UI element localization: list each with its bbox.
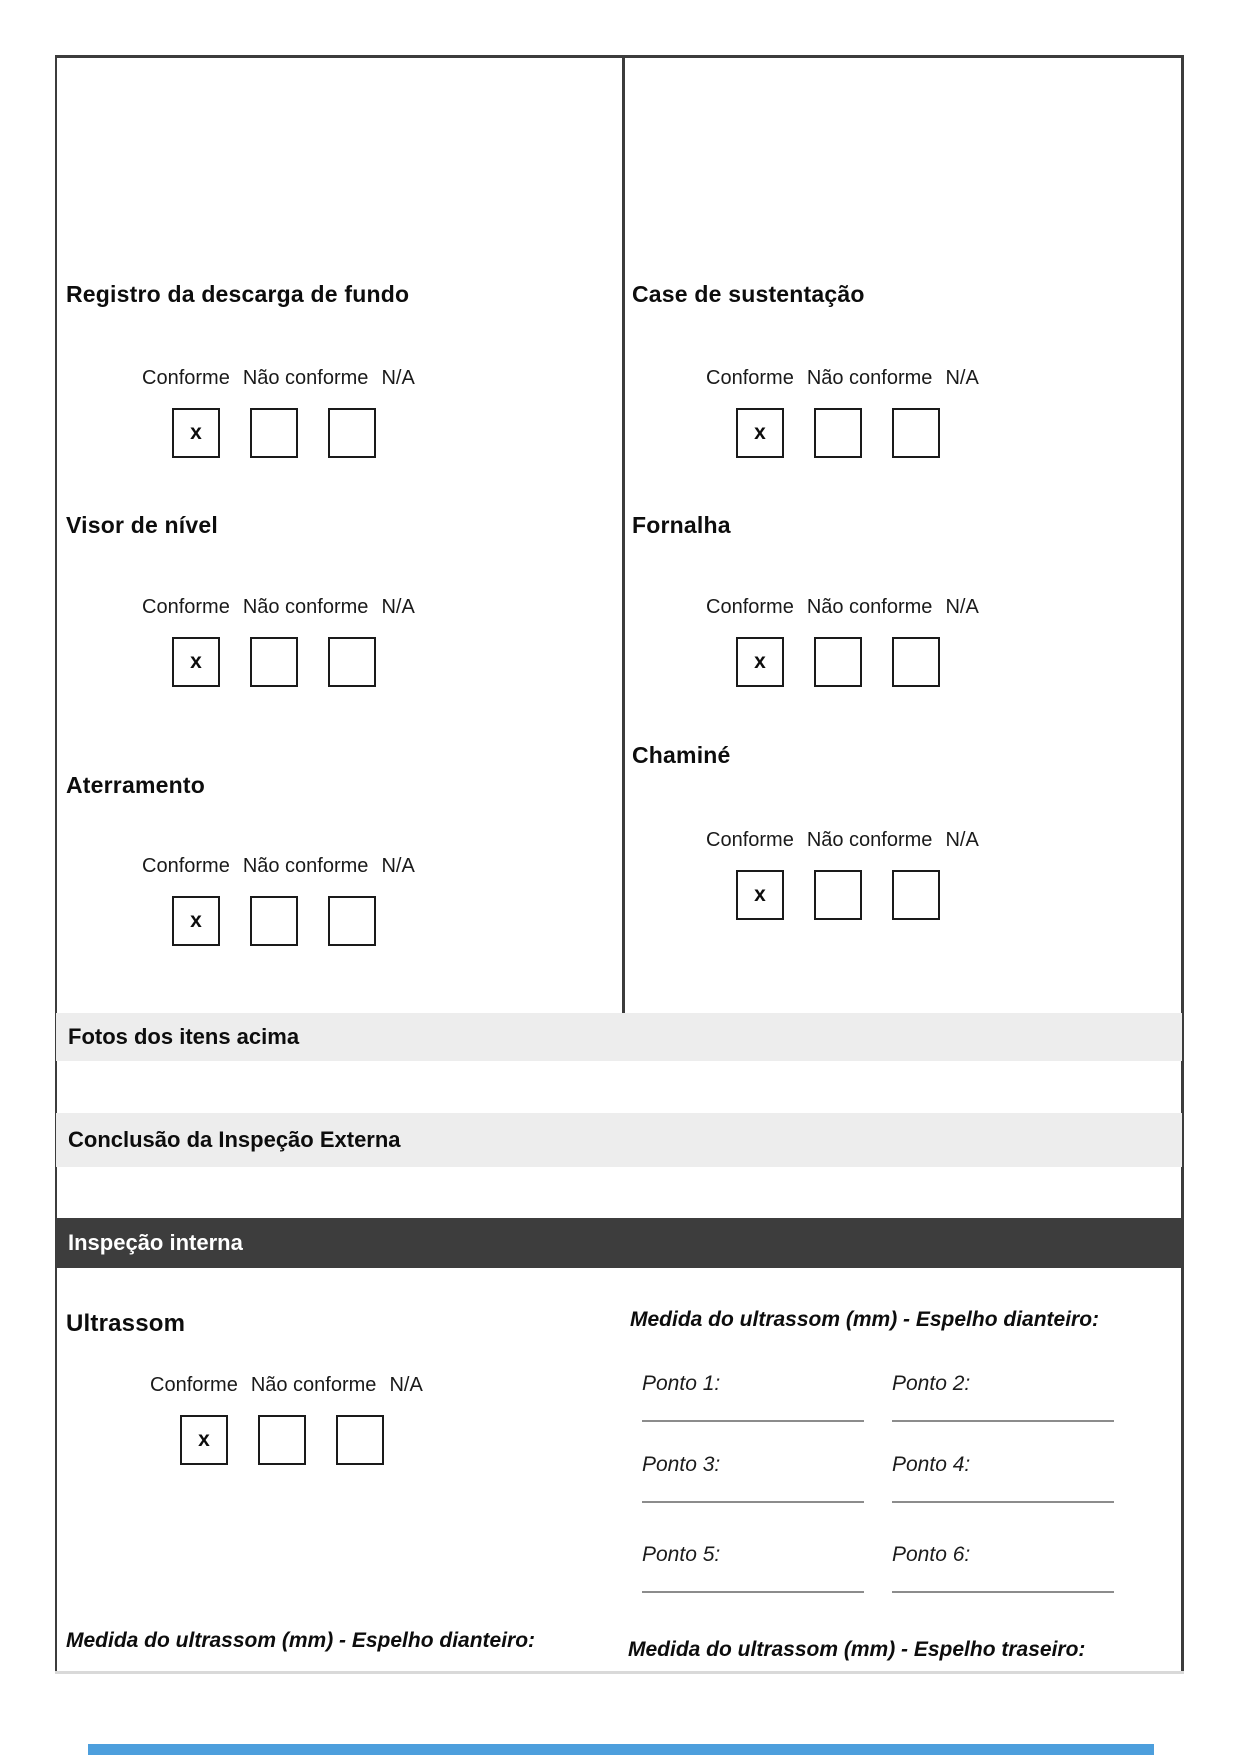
check-group-aterramento [142, 854, 415, 946]
check-group-registro-descarga-fundo [142, 366, 415, 458]
heading-medida-espelho-traseiro: Medida do ultrassom (mm) - Espelho traseiro: [628, 1638, 1086, 1661]
check-option-labels [706, 595, 979, 619]
field-ponto-1 [642, 1372, 864, 1422]
checkbox-conforme-checked[interactable] [736, 870, 784, 920]
check-mark: x [190, 909, 202, 932]
section-title-case-de-sustentacao: Case de sustentação [632, 281, 865, 307]
checkbox-na[interactable] [892, 870, 940, 920]
check-mark: x [754, 650, 766, 673]
check-mark: x [198, 1428, 210, 1451]
field-input-line[interactable] [642, 1420, 864, 1422]
section-title-visor-de-nivel: Visor de nível [66, 512, 218, 538]
checkbox-na[interactable] [328, 408, 376, 458]
bar-inspecao-interna [56, 1218, 1182, 1268]
option-label-na: N/A [945, 829, 979, 851]
option-label-nao-conforme: Não conforme [250, 1374, 377, 1396]
option-label-na: N/A [389, 1374, 423, 1396]
checkbox-nao-conforme[interactable] [814, 408, 862, 458]
check-group-visor-de-nivel [142, 595, 415, 687]
field-ponto-2 [892, 1372, 1114, 1422]
checkbox-na[interactable] [892, 408, 940, 458]
field-ponto-3 [642, 1453, 864, 1503]
checkbox-na[interactable] [328, 637, 376, 687]
option-label-nao-conforme: Não conforme [242, 596, 369, 618]
option-label-conforme: Conforme [142, 367, 230, 389]
checkbox-conforme-checked[interactable] [172, 637, 220, 687]
check-mark: x [190, 421, 202, 444]
field-input-line[interactable] [892, 1591, 1114, 1593]
field-label: Ponto 6: [892, 1543, 971, 1566]
option-label-na: N/A [381, 367, 415, 389]
bar-title: Fotos dos itens acima [68, 1024, 300, 1049]
checkbox-nao-conforme[interactable] [814, 870, 862, 920]
field-ponto-5 [642, 1543, 864, 1593]
section-title-registro-descarga-fundo: Registro da descarga de fundo [66, 281, 410, 307]
page-bottom-edge [55, 1671, 1184, 1674]
check-option-labels [142, 366, 415, 390]
section-title-chamine: Chaminé [632, 742, 731, 768]
section-title-aterramento: Aterramento [66, 772, 205, 798]
check-mark: x [754, 421, 766, 444]
checkbox-na[interactable] [336, 1415, 384, 1465]
page-border-left [55, 55, 57, 1673]
next-page-blue-strip [88, 1744, 1154, 1755]
check-mark: x [190, 650, 202, 673]
field-label: Ponto 2: [892, 1372, 971, 1395]
option-label-na: N/A [945, 596, 979, 618]
checkbox-na[interactable] [892, 637, 940, 687]
check-option-labels [142, 854, 415, 878]
heading-medida-espelho-dianteiro-right: Medida do ultrassom (mm) - Espelho dianteiro: [630, 1308, 1100, 1331]
field-label: Ponto 1: [642, 1372, 721, 1395]
heading-medida-espelho-dianteiro-left: Medida do ultrassom (mm) - Espelho dianteiro: [66, 1629, 536, 1652]
bar-conclusao-inspecao-externa [56, 1113, 1182, 1167]
field-input-line[interactable] [892, 1501, 1114, 1503]
checkbox-na[interactable] [328, 896, 376, 946]
checkbox-conforme-checked[interactable] [172, 408, 220, 458]
page-border-top [55, 55, 1183, 58]
bar-title: Conclusão da Inspeção Externa [68, 1127, 401, 1152]
option-label-conforme: Conforme [142, 596, 230, 618]
checkbox-nao-conforme[interactable] [258, 1415, 306, 1465]
option-label-nao-conforme: Não conforme [806, 829, 933, 851]
column-divider [622, 55, 625, 1013]
field-input-line[interactable] [892, 1420, 1114, 1422]
check-group-case-de-sustentacao [706, 366, 979, 458]
option-label-nao-conforme: Não conforme [242, 367, 369, 389]
checkbox-conforme-checked[interactable] [736, 408, 784, 458]
checkbox-nao-conforme[interactable] [250, 408, 298, 458]
field-input-line[interactable] [642, 1591, 864, 1593]
option-label-na: N/A [381, 855, 415, 877]
check-option-labels [142, 595, 415, 619]
checkbox-conforme-checked[interactable] [172, 896, 220, 946]
check-option-labels [706, 828, 979, 852]
check-group-fornalha [706, 595, 979, 687]
option-label-na: N/A [381, 596, 415, 618]
check-mark: x [754, 883, 766, 906]
option-label-conforme: Conforme [706, 596, 794, 618]
field-input-line[interactable] [642, 1501, 864, 1503]
option-label-nao-conforme: Não conforme [806, 367, 933, 389]
checkbox-nao-conforme[interactable] [814, 637, 862, 687]
check-option-labels [706, 366, 979, 390]
checkbox-nao-conforme[interactable] [250, 637, 298, 687]
check-option-labels [150, 1373, 423, 1397]
bar-fotos-dos-itens-acima [56, 1013, 1182, 1061]
check-group-ultrassom [150, 1373, 423, 1465]
option-label-conforme: Conforme [142, 855, 230, 877]
field-label: Ponto 4: [892, 1453, 971, 1476]
section-title-ultrassom: Ultrassom [66, 1310, 186, 1337]
section-title-fornalha: Fornalha [632, 512, 731, 538]
field-label: Ponto 3: [642, 1453, 721, 1476]
check-group-chamine [706, 828, 979, 920]
option-label-nao-conforme: Não conforme [806, 596, 933, 618]
option-label-nao-conforme: Não conforme [242, 855, 369, 877]
checkbox-conforme-checked[interactable] [736, 637, 784, 687]
option-label-na: N/A [945, 367, 979, 389]
bar-title: Inspeção interna [68, 1230, 243, 1255]
field-ponto-4 [892, 1453, 1114, 1503]
checkbox-nao-conforme[interactable] [250, 896, 298, 946]
option-label-conforme: Conforme [150, 1374, 238, 1396]
option-label-conforme: Conforme [706, 829, 794, 851]
option-label-conforme: Conforme [706, 367, 794, 389]
field-ponto-6 [892, 1543, 1114, 1593]
checkbox-conforme-checked[interactable] [180, 1415, 228, 1465]
field-label: Ponto 5: [642, 1543, 721, 1566]
page-border-right [1181, 55, 1184, 1673]
